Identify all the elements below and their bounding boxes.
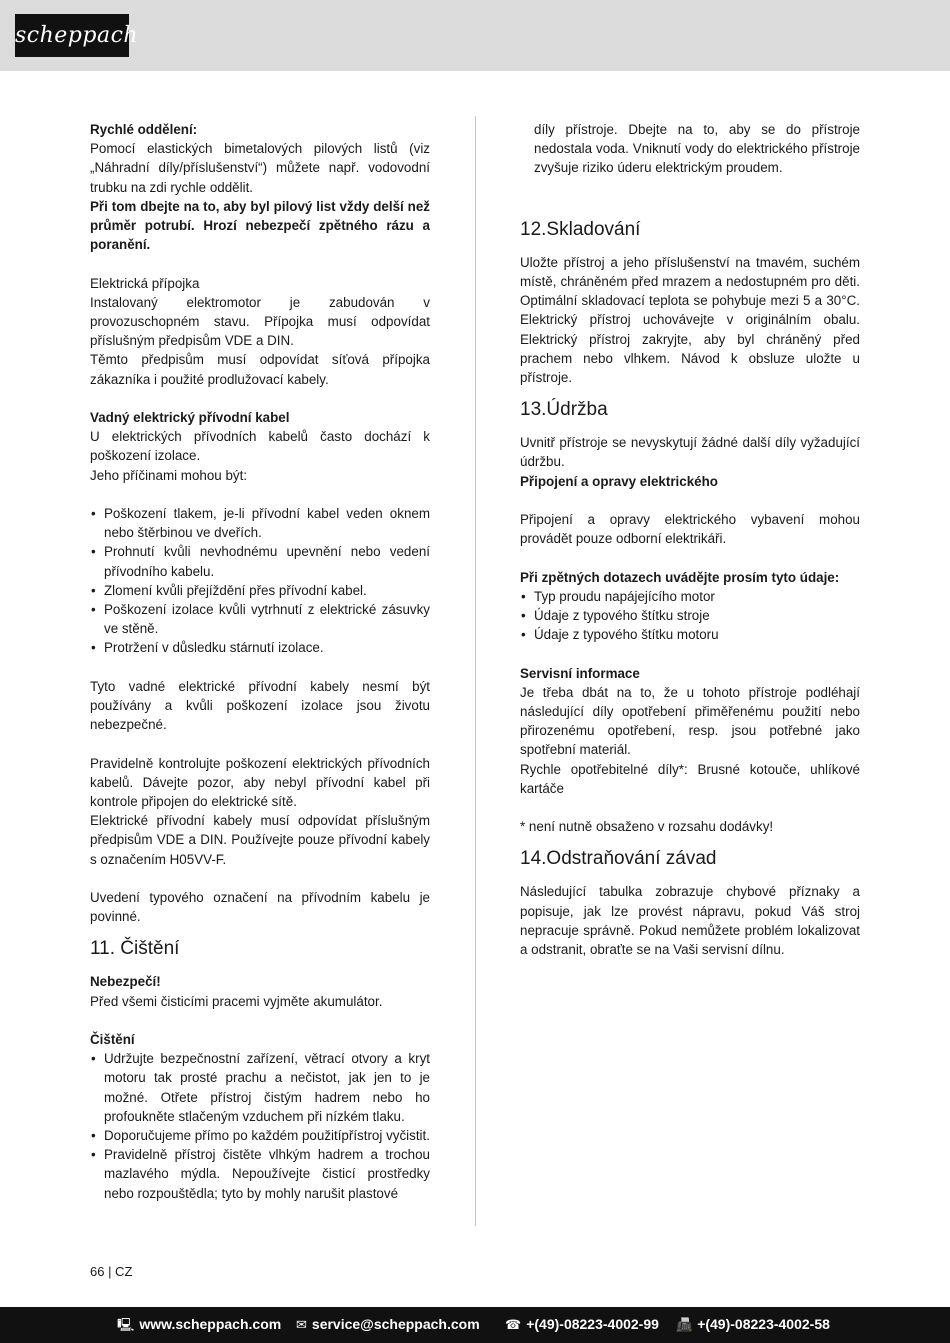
computer-icon: 🖳 <box>117 1317 135 1332</box>
service-text-2: Rychle opotřebitelné díly*: Brusné kotouče, uhlíkové kartáče <box>520 761 860 796</box>
cable-text-5: Elektrické přívodní kabely musí odpovídat příslušným předpisům VDE a DIN. Používejte pouze přívodní kabely s označením H05VV-F. <box>90 813 430 867</box>
brand-logo: scheppach <box>15 14 129 57</box>
left-column <box>90 120 430 1203</box>
list-item: • Pravidelně přístroj čistěte vlhkým hadrem a trochou mazlavého mýdla. Nepoužívejte čisticí prostředky nebo rozpouštědla; tyto by mohly narušit plastové <box>90 1145 430 1203</box>
quick-warning: Při tom dbejte na to, aby byl pilový list vždy delší než průměr potrubí. Hrozí nebezpečí zpětného rázu a poranění. <box>90 198 430 253</box>
list-item: • Prohnutí kvůli nevhodnému upevnění nebo vedení přívodního kabelu. <box>90 542 430 580</box>
list-item: • Udržujte bezpečnostní zařízení, větrací otvory a kryt motoru tak prosté prachu a nečistot, jak jen to je možné. Otřete přístroj čistým hadrem nebo ho profoukněte stlačeným vzduchem při nízkém tlaku. <box>90 1049 430 1126</box>
list-item: • Protržení v důsledku stárnutí izolace. <box>90 638 430 657</box>
cable-text-3: Tyto vadné elektrické přívodní kabely nesmí být používány a kvůli poškození izolace jsou životu nebezpečné. <box>90 678 430 733</box>
cable-text-6: Uvedení typového označení na přívodním kabelu je povinné. <box>90 890 430 925</box>
section-14-heading: 14.Odstraňování závad <box>520 848 717 870</box>
cable-text-1: U elektrických přívodních kabelů často dochází k poškození izolace. <box>90 429 430 464</box>
elec-text-1: Instalovaný elektromotor je zabudován v provozuschopném stavu. Přípojka musí odpovídat příslušným předpisům VDE a DIN. <box>90 294 430 349</box>
danger-title: Nebezpečí! <box>90 974 161 990</box>
footer-contact-bar <box>0 1307 950 1343</box>
quick-text: Pomocí elastických bimetalových pilových listů (viz „Náhradní díly/příslušenství“) můžete např. vodovodní trubku na zdi rychle oddělit. <box>90 141 430 195</box>
clean-title: Čištění <box>90 1032 135 1048</box>
section-11-heading: 11. Čištění <box>90 938 180 960</box>
list-item: • Zlomení kvůli přejíždění přes přívodní kabel. <box>90 581 430 600</box>
mail-icon: ✉ <box>296 1317 307 1332</box>
maintenance-text: Uvnitř přístroje se nevyskytují žádné další díly vyžadující údržbu. <box>520 435 860 470</box>
storage-text: Uložte přístroj a jeho příslušenství na tmavém, suchém místě, chráněném před mrazem a nedostupném pro děti. Optimální skladovací teplota se pohybuje mezi 5 a 30°C. Elektrický přístroj uchovávejte v originálním obalu. Elektrický přístroj zakryjte, aby byl chráněný před prachem nebo vlhkem. Návod k obsluze uložte u přístroje. <box>520 254 860 386</box>
query-title: Při zpětných dotazech uvádějte prosím tyto údaje: <box>520 569 840 585</box>
fax-icon: 📠 <box>676 1317 693 1332</box>
service-note: * není nutně obsaženo v rozsahu dodávky! <box>520 819 774 835</box>
fax-item: 📠 +(49)-08223-4002-58 <box>676 1316 830 1332</box>
list-item: • Poškození izolace kvůli vytrhnutí z elektrické zásuvky ve stěně. <box>90 600 430 638</box>
quick-title: Rychlé oddělení: <box>90 122 198 137</box>
page-header <box>0 0 950 71</box>
service-title: Servisní informace <box>520 665 640 681</box>
continued-text: díly přístroje. Dbejte na to, aby se do přístroje nedostala voda. Vniknutí vody do elektrického přístroje zvyšuje riziko úderu elektrickým proudem. <box>534 122 860 176</box>
page-number: 66 | CZ <box>90 1264 133 1279</box>
cable-text-2: Jeho příčinami mohou být: <box>90 467 248 483</box>
cleaning-list <box>90 1049 430 1203</box>
list-item: • Údaje z typového štítku stroje <box>520 606 860 625</box>
maintenance-bold: Připojení a opravy elektrického <box>520 473 718 489</box>
right-column <box>520 120 860 959</box>
service-text-1: Je třeba dbát na to, že u tohoto přístroje podléhají následující díly opotřebení přiměřenému použití nebo přirozenému opotřebení, resp. jsou potřebné jako spotřební materiál. <box>520 684 860 758</box>
fault-text: Následující tabulka zobrazuje chybové příznaky a popisuje, jak lze provést nápravu, pokud Váš stroj nepracuje správně. Pokud nemůžete problém lokalizovat a odstranit, obraťte se na Vaši servisní dílnu. <box>520 884 860 958</box>
list-item: • Typ proudu napájejícího motor <box>520 587 860 606</box>
list-item: • Doporučujeme přímo po každém použitípřístroj vyčistit. <box>90 1126 430 1145</box>
list-item: • Poškození tlakem, je-li přívodní kabel veden oknem nebo štěrbinou ve dveřích. <box>90 504 430 542</box>
cable-title: Vadný elektrický přívodní kabel <box>90 410 290 426</box>
query-list <box>520 587 860 645</box>
website-item[interactable]: 🖳 www.scheppach.com <box>117 1316 281 1338</box>
phone-item: ☎ +(49)-08223-4002-99 <box>505 1316 659 1332</box>
email-item[interactable]: ✉ service@scheppach.com <box>296 1316 480 1332</box>
column-divider <box>475 116 476 1226</box>
cable-text-4: Pravidelně kontrolujte poškození elektrických přívodních kabelů. Dávejte pozor, aby nebyl přívodní kabel při kontrole připojen do elektrické sítě. <box>90 755 430 810</box>
elec-title: Elektrická přípojka <box>90 275 200 291</box>
maintenance-text-2: Připojení a opravy elektrického vybavení mohou provádět pouze odborní elektrikáři. <box>520 512 860 547</box>
danger-text: Před všemi čisticími pracemi vyjměte akumulátor. <box>90 993 383 1009</box>
list-item: • Údaje z typového štítku motoru <box>520 625 860 644</box>
cable-causes-list <box>90 504 430 658</box>
elec-text-2: Těmto předpisům musí odpovídat síťová přípojka zákazníka i použité prodlužovací kabely. <box>90 352 430 387</box>
phone-icon: ☎ <box>505 1317 522 1332</box>
section-12-heading: 12.Skladování <box>520 218 641 240</box>
section-13-heading: 13.Údržba <box>520 399 608 421</box>
